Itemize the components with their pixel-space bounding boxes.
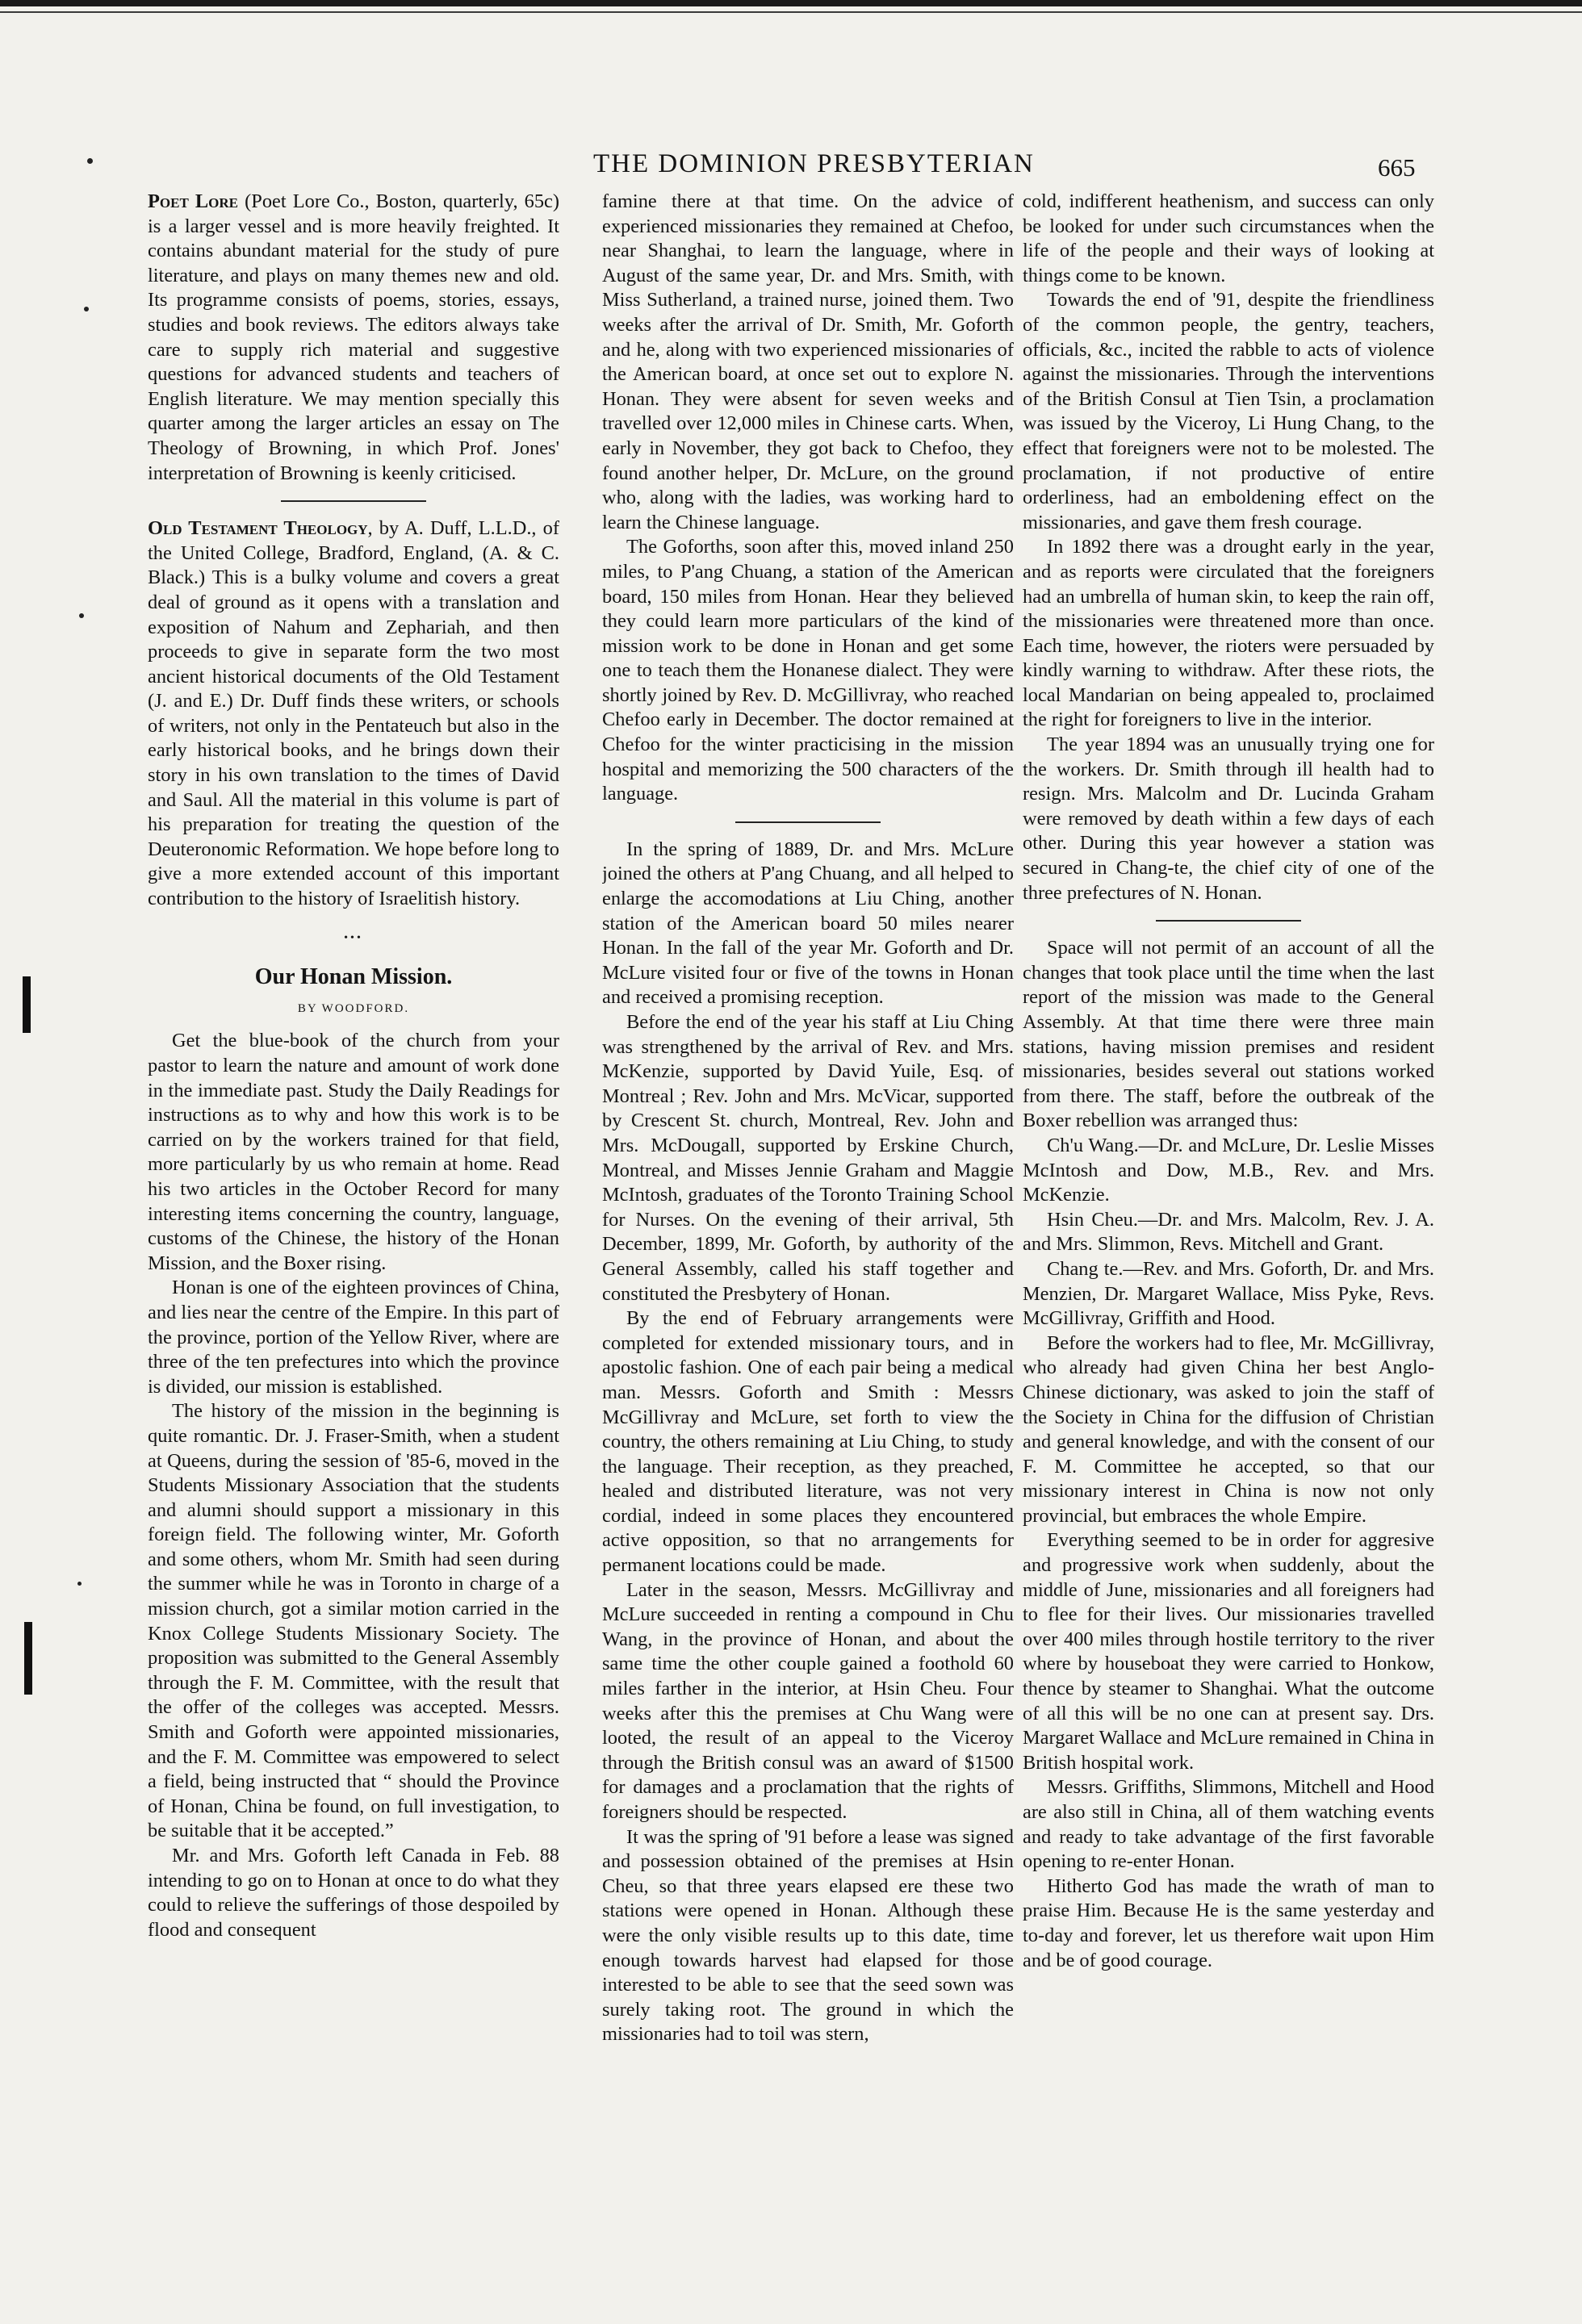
review-body: , by A. Duff, L.L.D., of the United College, Bradford, England, (A. & C. Black.) This is a bulky volume and covers a great deal of ground as it opens with a translation and exposition of Nahum and Zephariah, and then proceeds to give in separate form the two most ancient historical documents of the Old Testament (J. and E.) Dr. Duff finds these writers, or schools of writers, not only in the Pentateuch but also in the early historical books, and he brings down their story in his own translation to the times of David and Saul. All the material in this volume is part of his preparation for treating the question of the Deuteronomic Reformation. We hope before long to give a more extended account of this important contribution to the history of Israelitish history. <box>148 517 559 910</box>
paragraph: Messrs. Griffiths, Slimmons, Mitchell and Hood are also still in China, all of them watching events and ready to take advantage of the first favorable opening to re-enter Honan. <box>1023 1776 1434 1873</box>
paragraph: Honan is one of the eighteen provinces of China, and lies near the centre of the Empire. In this part of the province, portion of the Yellow River, where are three of the ten prefectures into which the province is divided, our mission is established. <box>148 1277 559 1398</box>
paragraph: Mr. and Mrs. Goforth left Canada in Feb. 88 intending to go on to Honan at once to do what they could to relieve the sufferings of those despoiled by flood and consequent <box>148 1845 559 1941</box>
paragraph: Hitherto God has made the wrath of man to praise Him. Because He is the same yesterday and to-day and forever, let us therefore wait upon Him and be of good courage. <box>1023 1875 1434 1971</box>
ornament-divider: ••• <box>344 931 363 944</box>
review-old-testament-theology <box>148 516 559 912</box>
scan-mark <box>87 158 93 164</box>
review-title: Poet Lore <box>148 190 239 212</box>
column-1 <box>148 190 559 2191</box>
paragraph: It was the spring of '91 before a lease was signed and possession obtained of the premises at Hsin Cheu, so that three years elapsed ere these two stations were opened in Honan. Although these were the only visible results up to this date, time enough towards harvest had elapsed for those interested to be able to see that the seed sown was surely taking root. The ground in which the missionaries had to toil was stern, <box>602 1825 1014 2046</box>
paragraph: Chang te.—Rev. and Mrs. Goforth, Dr. and Mrs. Menzien, Dr. Margaret Wallace, Miss Pyke, Revs. McGillivray, Griffith and Hood. <box>1023 1257 1434 1330</box>
scan-mark <box>84 307 89 311</box>
section-rule <box>735 821 881 823</box>
scan-mark <box>79 613 84 618</box>
paragraph: The history of the mission in the beginning is quite romantic. Dr. J. Fraser-Smith, when a student at Queens, during the session of '85-6, moved in the Students Missionary Association that the students and alumni should support a missionary in this foreign field. The following winter, Mr. Goforth and some others, whom Mr. Smith had seen during the summer while he was in Toronto in charge of a mission church, got a similar motion carried in the Knox College Students Missionary Society. The proposition was submitted to the General Assembly through the F. M. Committee, with the result that the offer of the colleges was accepted. Messrs. Smith and Goforth were appointed missionaries, and the F. M. Committee was empowered to select a field, being instructed that “ should the Province of Honan, China be found, on full investigation, to be suitable that it be accepted.” <box>148 1400 559 1842</box>
paragraph: Space will not permit of an account of all the changes that took place until the time when the last report of the mission was made to the General Assembly. At that time there were three main stations, having mission premises and resident missionaries, besides several out stations worked from there. The staff, before the outbreak of the Boxer rebellion was arranged thus: <box>1023 937 1434 1132</box>
column-3 <box>1023 190 1434 2191</box>
paragraph: Towards the end of '91, despite the friendliness of the common people, the gentry, teachers, officials, &c., incited the rabble to acts of violence against the missionaries. Through the interventions of the British Consul at Tien Tsin, a proclamation was issued by the Viceroy, Li Hung Chang, to the effect that foreigners were not to be molested. The proclamation, if not productive of entire orderliness, had an emboldening effect on the missionaries, and gave them fresh courage. <box>1023 289 1434 533</box>
running-head: THE DOMINION PRESBYTERIAN <box>593 149 1035 178</box>
review-poet-lore <box>148 190 559 486</box>
page-number: 665 <box>1378 153 1416 182</box>
paragraph: Later in the season, Messrs. McGillivray and McLure succeeded in renting a compound in Chu Wang, in the province of Honan, and about the same time the other couple gained a foothold 60 miles farther in the interior, at Hsin Cheu. Four weeks after this the premises at Chu Wang were looted, the result of an appeal to the Viceroy through the British consul was an award of $1500 for damages and a proclamation that the rights of foreigners should be respected. <box>602 1578 1014 1823</box>
paragraph: The year 1894 was an unusually trying one for the workers. Dr. Smith through ill health had to resign. Mrs. Malcolm and Dr. Lucinda Graham were removed by death within a few days of each other. During this year however a station was secured in Chang-te, the chief city of one of the three prefectures of N. Honan. <box>1023 734 1434 904</box>
paragraph: Hsin Cheu.—Dr. and Mrs. Malcolm, Rev. J. A. and Mrs. Slimmon, Revs. Mitchell and Grant. <box>1023 1208 1434 1256</box>
paragraph: cold, indifferent heathenism, and success can only be looked for under such circumstances when the life of the people and their ways of looking at things come to be known. <box>1023 190 1434 286</box>
binding-clip <box>24 1622 32 1695</box>
paragraph: The Goforths, soon after this, moved inland 250 miles, to P'ang Chuang, a station of the American board, 150 miles from Honan. Hear they believed they could learn more particulars of the kind of mission work to be done in Honan and get some one to teach them the Honanese dialect. They were shortly joined by Rev. D. McGillivray, who reached Chefoo early in December. The doctor remained at Chefoo for the winter practicising in the mission hospital and memorizing the 500 characters of the language. <box>602 536 1014 805</box>
paragraph: Ch'u Wang.—Dr. and McLure, Dr. Leslie Misses McIntosh and Dow, M.B., Rev. and Mrs. McKenzie. <box>1023 1134 1434 1206</box>
section-rule <box>1156 920 1301 922</box>
section-rule <box>281 500 426 502</box>
paragraph: famine there at that time. On the advice of experienced missionaries they remained at Chefoo, near Shanghai, to learn the language, where in August of the same year, Dr. and Mrs. Smith, with Miss Sutherland, a trained nurse, joined them. Two weeks after the arrival of Dr. Smith, Mr. Goforth and he, along with two experienced missionaries of the American board, at once set out to explore N. Honan. They were absent for seven weeks and travelled over 12,000 miles in Chinese carts. When, early in November, they got back to Chefoo, they found another helper, Dr. McLure, on the ground who, along with the ladies, was working hard to learn the Chinese language. <box>602 190 1014 533</box>
paragraph: In the spring of 1889, Dr. and Mrs. McLure joined the others at P'ang Chuang, and all helped to enlarge the accomodations at Liu Ching, another station of the American board 50 miles nearer Honan. In the fall of the year Mr. Goforth and Dr. McLure visited four or five of the towns in Honan and received a promising reception. <box>602 838 1014 1009</box>
paragraph: Everything seemed to be in order for aggresive and progressive work when suddenly, about the middle of June, missionaries and all foreigners had to flee for their lives. Our missionaries travelled over 400 miles through hostile territory to the river where by houseboat they were carried to Honkow, thence by steamer to Shanghai. What the outcome of all this will be no one can at present say. Drs. Margaret Wallace and McLure remained in China in British hospital work. <box>1023 1529 1434 1774</box>
paragraph: Get the blue-book of the church from your pastor to learn the nature and amount of work done in the immediate past. Study the Daily Readings for instructions as to why and how this work is to be carried on by the workers trained for that field, more particularly by us who remain at home. Read his two articles in the October Record for many interesting items concerning the country, language, customs of the Chinese, the history of the Honan Mission, and the Boxer rising. <box>148 1030 559 1274</box>
review-body: (Poet Lore Co., Boston, quarterly, 65c) is a larger vessel and is more heavily freighted. It contains abundant material for the study of pure literature, and plays on many themes new and old. Its programme consists of poems, stories, essays, studies and book reviews. The editors always take care to supply rich material and suggestive questions for advanced students and teachers of English literature. We may mention specially this quarter among the larger articles an essay on The Theology of Browning, in which Prof. Jones' interpretation of Browning is keenly criticised. <box>148 190 559 484</box>
paragraph: In 1892 there was a drought early in the year, and as reports were circulated that the foreigners had an umbrella of human skin, to keep the rain off, the missionaries were threatened more than once. Each time, however, the rioters were persuaded by kindly warning to withdraw. After these riots, the local Mandarian on being appealed to, proclaimed the right for foreigners to live in the interior. <box>1023 536 1434 731</box>
top-border <box>0 0 1582 6</box>
paragraph: Before the workers had to flee, Mr. McGillivray, who already had given China her best Anglo-Chinese dictionary, was asked to join the staff of the Society in China for the diffusion of Christian and general knowledge, and with the consent of our F. M. Committee he accepted, so that our missionary interest in China is now not only provincial, but embraces the whole Empire. <box>1023 1331 1434 1527</box>
paragraph: Before the end of the year his staff at Liu Ching was strengthened by the arrival of Rev. and Mrs. McKenzie, supported by David Yuile, Esq. of Montreal ; Rev. John and Mrs. McVicar, supported by Crescent St. church, Montreal, Rev. John and Mrs. McDougall, supported by Erskine Church, Montreal, and Misses Jennie Graham and Maggie McIntosh, graduates of the Toronto Training School for Nurses. On the evening of their arrival, 5th December, 1899, Mr. Goforth, by authority of the General Assembly, called his staff together and constituted the Presbytery of Honan. <box>602 1011 1014 1305</box>
review-title: Old Testament Theology <box>148 517 368 540</box>
paragraph: By the end of February arrangements were completed for extended missionary tours, and in apostolic fashion. One of each pair being a medical man. Messrs. Goforth and Smith : Messrs McGillivray and McLure, set forth to view the country, the others remaining at Liu Ching, to study the language. Their reception, as they preached, healed and distributed literature, was not very cordial, indeed in some places they encountered active opposition, so that no arrangements for permanent locations could be made. <box>602 1307 1014 1577</box>
top-border-line <box>0 11 1582 13</box>
scan-mark <box>77 1582 82 1586</box>
article-title: Our Honan Mission. <box>254 964 453 990</box>
binding-clip <box>23 976 31 1033</box>
article-byline: BY WOODFORD. <box>297 1001 410 1015</box>
column-2 <box>602 190 1014 2191</box>
